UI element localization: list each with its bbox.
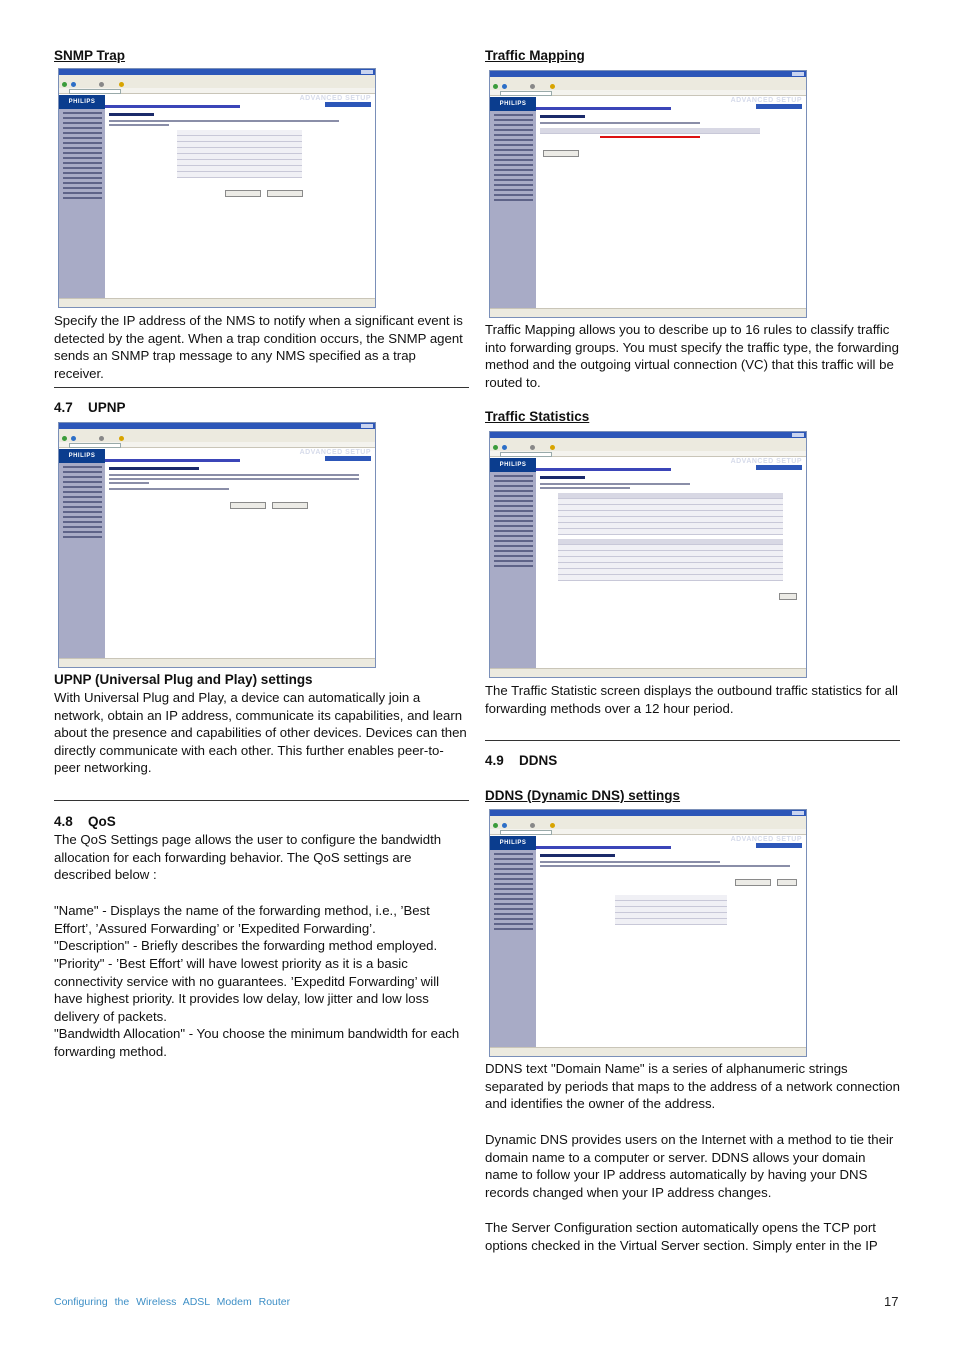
traffic-mapping-description: Traffic Mapping allows you to describe up to 16 rules to classify traffic into forwarding groups. You must specify the traffic type, the forwarding method and the outgoing virtual connection (VC) that this traffic will be routed to.	[485, 322, 899, 390]
philips-logo: PHILIPS	[59, 449, 105, 463]
qos-item-name: "Name" - Displays the name of the forwarding method, i.e., ’Best Effort’, ’Assured Forwarding’ or ’Expedited Forwarding’.	[54, 903, 430, 936]
qos-section-title	[54, 814, 469, 829]
section-name: UPNP	[88, 400, 126, 415]
snmp-trap-heading: SNMP Trap	[54, 48, 126, 63]
snmp-trap-description: Specify the IP address of the NMS to notify when a significant event is detected by the agent. When a trap condition occurs, the SNMP agent sends an SNMP trap message to any NMS specified as a trap receiver.	[54, 313, 463, 381]
traffic-mapping-heading: Traffic Mapping	[485, 48, 585, 63]
ddns-settings-heading: DDNS (Dynamic DNS) settings	[485, 788, 681, 803]
traffic-mapping-screenshot	[489, 70, 807, 318]
ddns-description-2: Dynamic DNS provides users on the Internet with a method to tie their domain name to a computer or server. DDNS allows your domain name to follow your IP address automatically by having your DNS records changed when your IP address changes.	[485, 1132, 894, 1200]
qos-item-description: "Description" - Briefly describes the forwarding method employed.	[54, 938, 438, 953]
ddns-description-1: DDNS text "Domain Name" is a series of alphanumeric strings separated by periods that maps to the address of a network connection and identifies the owner of the address.	[485, 1061, 900, 1112]
page-number: 17	[884, 1294, 899, 1309]
philips-logo: PHILIPS	[490, 97, 536, 111]
advanced-setup-banner: ADVANCED SETUP	[730, 458, 802, 465]
divider	[485, 740, 900, 741]
section-name: QoS	[88, 814, 116, 829]
upnp-screenshot	[58, 422, 376, 668]
section-number: 4.8	[54, 814, 73, 829]
section-name: DDNS	[519, 753, 558, 768]
divider	[54, 800, 469, 801]
ddns-description-3: The Server Configuration section automatically opens the TCP port options checked in the Virtual Server section. Simply enter in the IP	[485, 1220, 878, 1253]
traffic-statistics-heading: Traffic Statistics	[485, 409, 590, 424]
upnp-description: With Universal Plug and Play, a device can automatically join a network, obtain an IP address, communicate its capabilities, and learn about the presence and capabilities of other devices. Devices can then directly communicate with each other. This further enables peer-to-peer networking.	[54, 690, 467, 776]
ddns-section-title	[485, 753, 900, 768]
advanced-setup-banner: ADVANCED SETUP	[299, 449, 371, 456]
qos-item-priority: "Priority" - ’Best Effort’ will have lowest priority as it is a basic connectivity service with no guarantees. ’Expeditd Forwarding’ will have highest priority. It provides low delay, low jitter and low loss delivery of packets.	[54, 956, 440, 1024]
upnp-subheading: UPNP (Universal Plug and Play) settings	[54, 672, 313, 687]
traffic-statistics-screenshot	[489, 431, 807, 678]
advanced-setup-banner: ADVANCED SETUP	[299, 95, 371, 102]
advanced-setup-banner: ADVANCED SETUP	[730, 97, 802, 104]
ddns-screenshot	[489, 809, 807, 1057]
upnp-section-title	[54, 400, 469, 415]
snmp-trap-screenshot	[58, 68, 376, 308]
philips-logo: PHILIPS	[59, 95, 105, 109]
qos-item-bandwidth: "Bandwidth Allocation" - You choose the minimum bandwidth for each forwarding method.	[54, 1026, 460, 1059]
traffic-statistics-description: The Traffic Statistic screen displays the outbound traffic statistics for all forwarding methods over a 12 hour period.	[485, 683, 898, 716]
section-number: 4.7	[54, 400, 73, 415]
advanced-setup-banner: ADVANCED SETUP	[730, 836, 802, 843]
footer-title: Configuring the Wireless ADSL Modem Router	[54, 1296, 291, 1308]
divider	[54, 387, 469, 388]
philips-logo: PHILIPS	[490, 836, 536, 850]
qos-intro: The QoS Settings page allows the user to configure the bandwidth allocation for each forwarding behavior. The QoS settings are described below :	[54, 832, 442, 883]
section-number: 4.9	[485, 753, 504, 768]
philips-logo: PHILIPS	[490, 458, 536, 472]
